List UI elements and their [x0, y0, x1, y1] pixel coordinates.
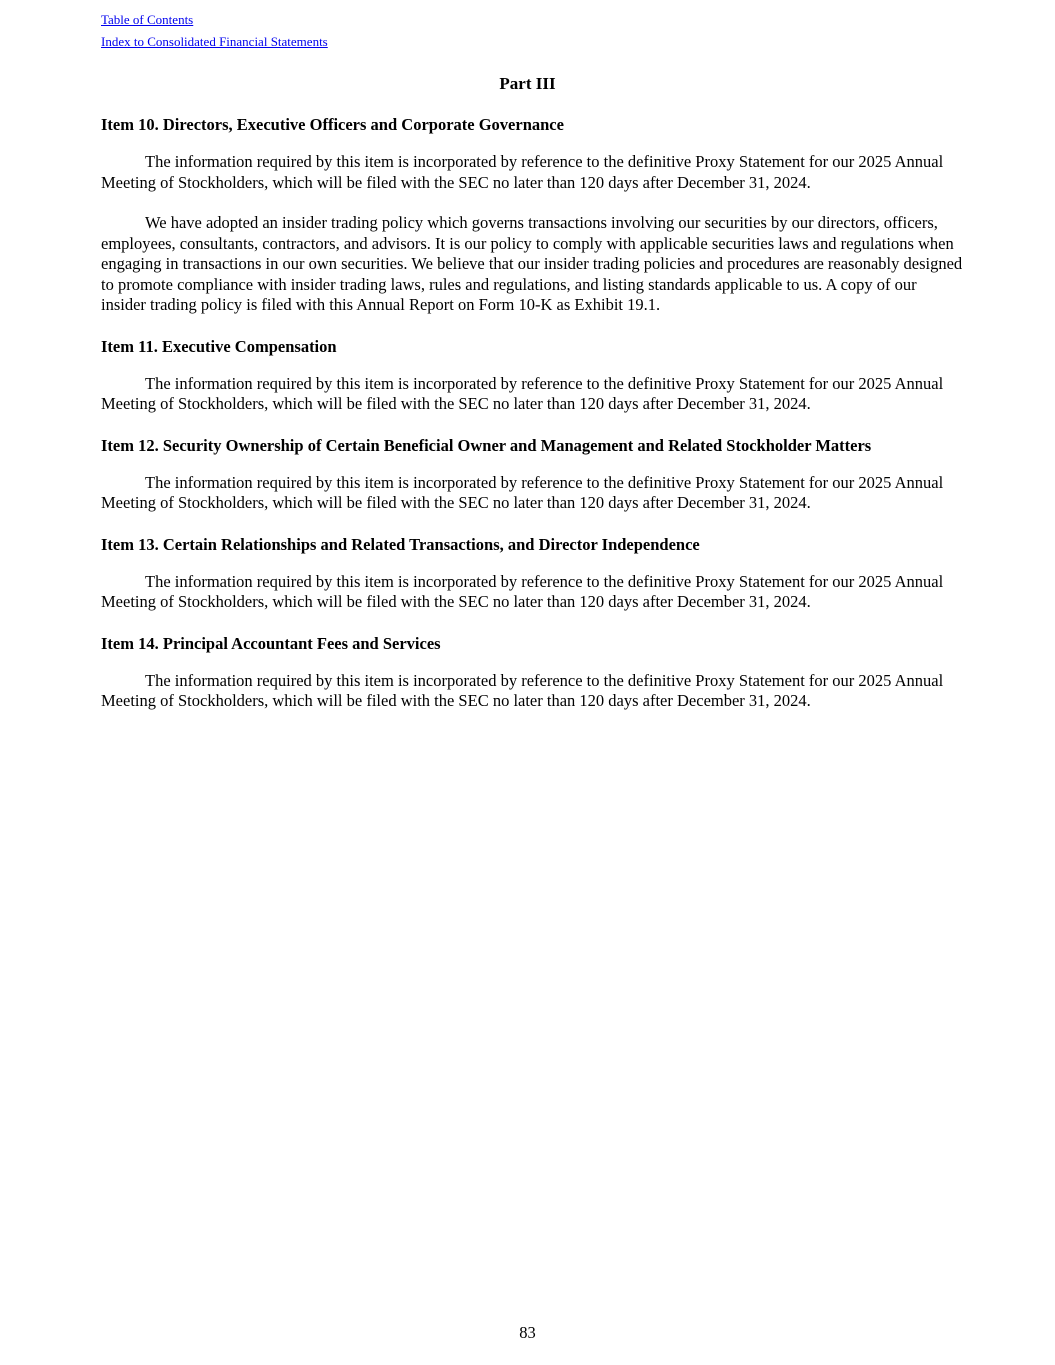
item-14-section: [101, 633, 963, 712]
index-financial-statements-link[interactable]: Index to Consolidated Financial Statements: [101, 34, 328, 49]
part-title: Part III: [499, 74, 556, 93]
item-11-paragraph: The information required by this item is incorporated by reference to the definitive Proxy Statement for our 2025 Annual Meeting of Stockholders, which will be filed with the SEC no later than 120 days after December 31, 2024.: [101, 373, 944, 413]
item-12-section: [101, 435, 963, 514]
item-13-heading: Item 13. Certain Relationships and Related Transactions, and Director Independence: [101, 534, 700, 554]
item-13-section: [101, 534, 963, 613]
item-12-heading: Item 12. Security Ownership of Certain Beneficial Owner and Management and Related Stockholder Matters: [101, 435, 872, 455]
item-10-paragraph-2: We have adopted an insider trading policy which governs transactions involving our securities by our directors, officers, employees, consultants, contractors, and advisors. It is our policy to comply with applicable securities laws and regulations when engaging in transactions in our own securities. We believe that our insider trading policies and procedures are reasonably designed to promote compliance with insider trading laws, rules and regulations, and listing standards applicable to us. A copy of our insider trading policy is filed with this Annual Report on Form 10-K as Exhibit 19.1.: [101, 213, 963, 314]
item-11-section: [101, 336, 963, 415]
item-10-paragraph-1: The information required by this item is incorporated by reference to the definitive Proxy Statement for our 2025 Annual Meeting of Stockholders, which will be filed with the SEC no later than 120 days after December 31, 2024.: [101, 152, 944, 192]
item-13-paragraph: The information required by this item is incorporated by reference to the definitive Proxy Statement for our 2025 Annual Meeting of Stockholders, which will be filed with the SEC no later than 120 days after December 31, 2024.: [101, 571, 944, 611]
item-14-paragraph: The information required by this item is incorporated by reference to the definitive Proxy Statement for our 2025 Annual Meeting of Stockholders, which will be filed with the SEC no later than 120 days after December 31, 2024.: [101, 670, 944, 710]
item-11-heading: Item 11. Executive Compensation: [101, 336, 337, 356]
item-10-section: [101, 114, 963, 316]
page-number: 83: [519, 1323, 536, 1342]
table-of-contents-link[interactable]: Table of Contents: [101, 12, 194, 27]
top-navigation-links: [101, 9, 328, 53]
item-10-heading: Item 10. Directors, Executive Officers and Corporate Governance: [101, 115, 564, 134]
item-12-paragraph: The information required by this item is incorporated by reference to the definitive Proxy Statement for our 2025 Annual Meeting of Stockholders, which will be filed with the SEC no later than 120 days after December 31, 2024.: [101, 472, 944, 512]
document-body: [101, 114, 963, 732]
item-14-heading: Item 14. Principal Accountant Fees and Services: [101, 633, 441, 653]
